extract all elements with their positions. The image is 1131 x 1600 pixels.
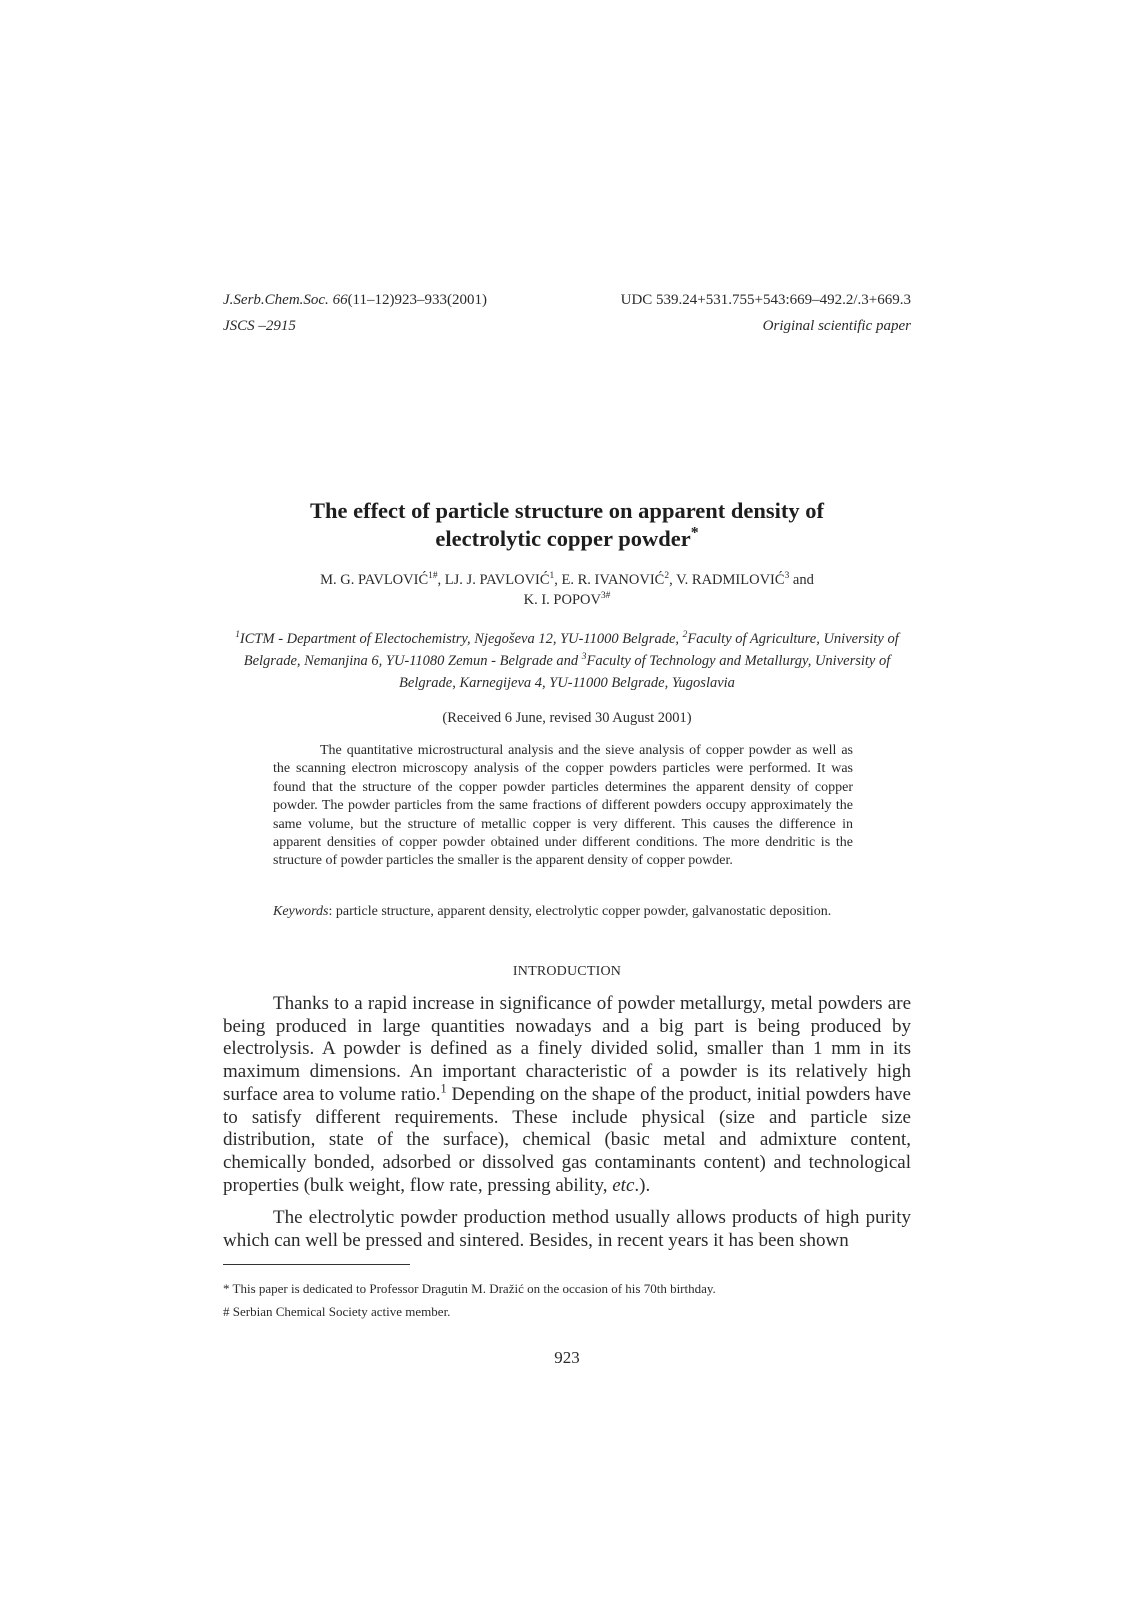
title-line-2: electrolytic copper powder bbox=[435, 526, 691, 551]
footnote-rule bbox=[223, 1264, 410, 1265]
received-dates: (Received 6 June, revised 30 August 2001) bbox=[442, 710, 692, 726]
journal-volume: 66 bbox=[332, 292, 348, 308]
author-list bbox=[223, 570, 911, 610]
author bbox=[676, 572, 814, 588]
author-separator: , bbox=[554, 572, 562, 588]
author bbox=[445, 572, 562, 588]
page-number: 923 bbox=[554, 1348, 580, 1367]
affiliation-mark: 2 bbox=[682, 630, 688, 641]
affiliation-text: Faculty of Technology and Metallurgy, University of Belgrade, Karnegijeva 4, YU-11000 Belgrade, Yugoslavia bbox=[399, 653, 891, 691]
author-affiliation-mark: 1# bbox=[428, 571, 438, 582]
author-separator: and bbox=[789, 572, 814, 588]
journal-citation bbox=[223, 290, 487, 310]
author bbox=[524, 592, 611, 608]
author-separator: , bbox=[669, 572, 677, 588]
paragraph-text: Thanks to a rapid increase in significance of powder metallurgy, metal powders are being produced in large quantities nowadays and a big part is being produced by electrolysis. A powder is defined as a finely divided solid, smaller than 1 mm in its maximum dimensions. An important characteristic of a powder is its relatively high surface area to volume ratio. bbox=[223, 993, 911, 1105]
author-separator: , bbox=[437, 572, 445, 588]
paragraph-text: Depending on the shape of the product, initial powders have to satisfy different requirements. These include physical (size and particle size distribution, state of the surface), chemical (basic metal and admixture content, chemically bonded, adsorbed or dissolved gas contaminants content) and technological properties (bulk weight, flow rate, pressing ability, bbox=[223, 1083, 911, 1196]
author-name: E. R. IVANOVIĆ bbox=[561, 572, 665, 588]
journal-name: J.Serb.Chem.Soc. bbox=[223, 292, 329, 308]
body-paragraph bbox=[223, 993, 911, 1197]
affiliation-mark: 3 bbox=[581, 652, 587, 663]
jscs-id: JSCS –2915 bbox=[223, 318, 296, 334]
affiliation-text: ICTM - Department of Electochemistry, Njegoševa 12, YU-11000 Belgrade, bbox=[239, 631, 683, 647]
keywords-list: : particle structure, apparent density, electrolytic copper powder, galvanostatic deposition. bbox=[328, 904, 832, 919]
journal-issue-pages: (11–12)923–933(2001) bbox=[347, 292, 487, 308]
author bbox=[562, 572, 677, 588]
keywords-label: Keywords bbox=[273, 904, 329, 919]
section-heading: INTRODUCTION bbox=[512, 964, 622, 979]
footnote-dedication: * This paper is dedicated to Professor Dragutin M. Dražić on the occasion of his 70th birthday. bbox=[223, 1281, 716, 1296]
author-name: K. I. POPOV bbox=[523, 592, 601, 608]
affiliations bbox=[223, 628, 911, 694]
affiliation-text: Faculty of Agriculture, University of Belgrade, Nemanjina 6, YU-11080 Zemun - Belgrade and bbox=[243, 631, 899, 669]
paragraph-text: .). bbox=[634, 1174, 651, 1196]
body-paragraph: The electrolytic powder production method usually allows products of high purity which can well be pressed and sintered. Besides, in recent years it has been shown bbox=[223, 1207, 911, 1251]
author-name: LJ. J. PAVLOVIĆ bbox=[444, 572, 550, 588]
title-footnote-mark: * bbox=[690, 524, 699, 542]
author-affiliation-mark: 3 bbox=[784, 571, 790, 582]
title-line-1: The effect of particle structure on apparent density of bbox=[309, 498, 825, 523]
paper-type: Original scientific paper bbox=[762, 318, 911, 334]
author-affiliation-mark: 2 bbox=[664, 571, 670, 582]
abstract: The quantitative microstructural analysis and the sieve analysis of copper powder as well as the scanning electron microscopy analysis of the copper powders particles were performed. It was found that the structure of the copper powder particles determines the apparent density of copper powder. The powder particles from the same fractions of different powders occupy approximately the same volume, but the structure of metallic copper is very different. This causes the difference in apparent densities of copper powder obtained under different conditions. The more dendritic is the structure of powder particles the smaller is the apparent density of copper powder. bbox=[273, 743, 853, 869]
citation-ref: 1 bbox=[440, 1081, 447, 1096]
author-name: M. G. PAVLOVIĆ bbox=[320, 572, 429, 588]
paper-title bbox=[223, 497, 911, 553]
author bbox=[320, 572, 445, 588]
author-name: V. RADMILOVIĆ bbox=[676, 572, 785, 588]
keywords bbox=[273, 902, 853, 922]
author-affiliation-mark: 3# bbox=[600, 591, 611, 602]
footnote-membership: # Serbian Chemical Society active member. bbox=[223, 1304, 451, 1319]
paragraph-etc: etc bbox=[612, 1174, 635, 1196]
affiliation-mark: 1 bbox=[235, 630, 240, 641]
author-affiliation-mark: 1 bbox=[549, 571, 555, 582]
udc-code: UDC 539.24+531.755+543:669–492.2/.3+669.3 bbox=[620, 292, 911, 308]
